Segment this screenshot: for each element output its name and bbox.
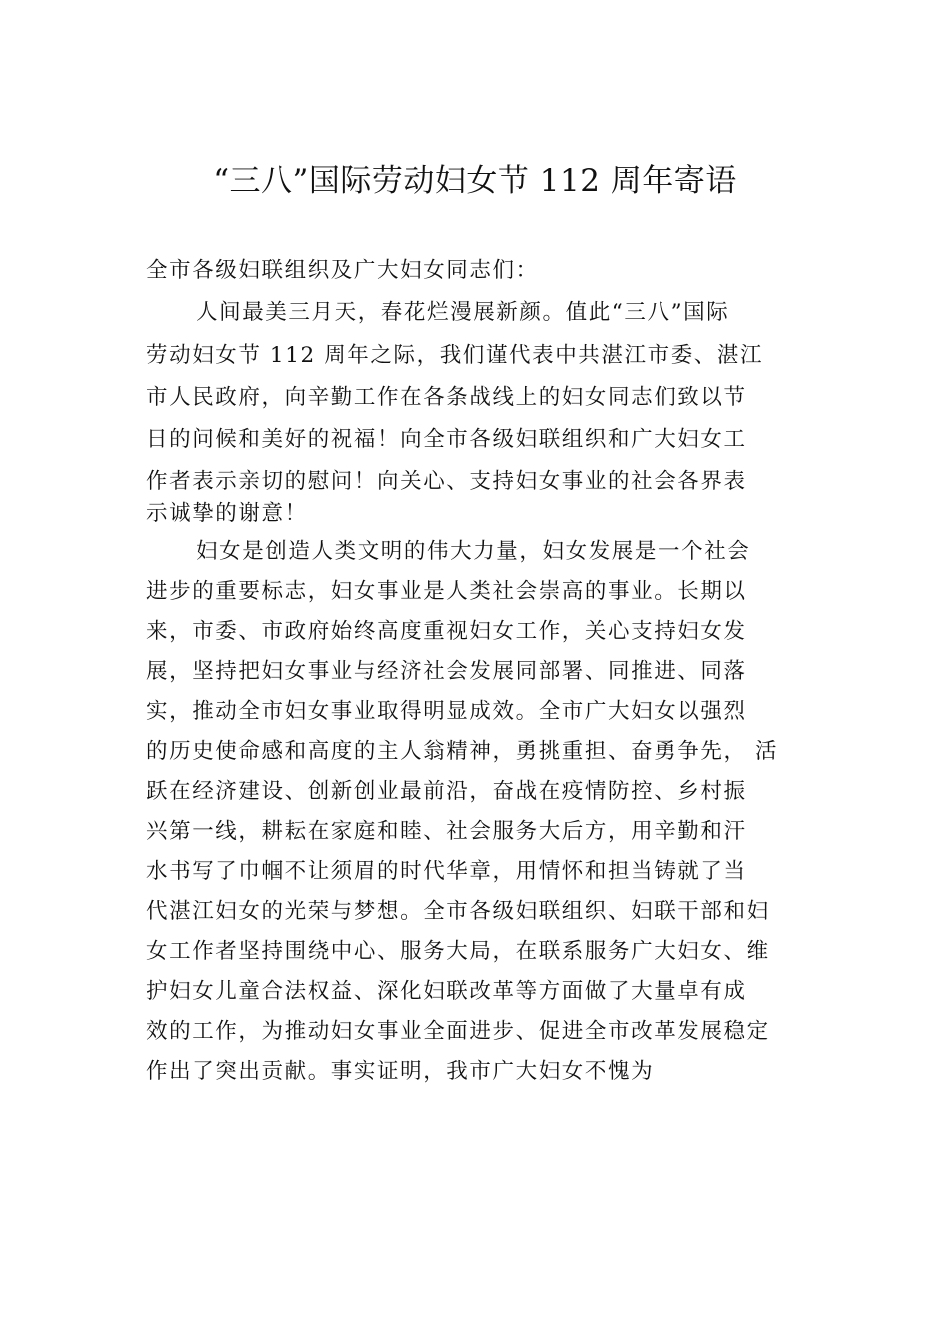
paragraph-2-line-2: 进步的重要标志，妇女事业是人类社会崇高的事业。长期以 — [146, 579, 747, 604]
paragraph-2-line-5: 实，推动全市妇女事业取得明显成效。全市广大妇女以强烈 — [146, 699, 747, 724]
paragraph-2-line-3: 来，市委、市政府始终高度重视妇女工作，关心支持妇女发 — [146, 619, 747, 644]
paragraph-2-line-9: 水书写了巾帼不让须眉的时代华章，用情怀和担当铸就了当 — [146, 859, 747, 884]
paragraph-2-line-10: 代湛江妇女的光荣与梦想。全市各级妇联组织、妇联干部和妇 — [146, 899, 770, 924]
salutation: 全市各级妇联组织及广大妇女同志们： — [146, 258, 539, 283]
paragraph-1-line-4: 日的问候和美好的祝福！向全市各级妇联组织和广大妇女工 — [146, 427, 747, 452]
paragraph-2-line-7: 跃在经济建设、创新创业最前沿，奋战在疫情防控、乡村振 — [146, 779, 747, 804]
paragraph-2-line-14: 作出了突出贡献。事实证明，我市广大妇女不愧为 — [146, 1059, 655, 1084]
paragraph-1-line-3: 市人民政府，向辛勤工作在各条战线上的妇女同志们致以节 — [146, 385, 747, 410]
paragraph-2-line-11: 女工作者坚持围绕中心、服务大局，在联系服务广大妇女、维 — [146, 939, 770, 964]
paragraph-2-line-13: 效的工作，为推动妇女事业全面进步、促进全市改革发展稳定 — [146, 1019, 770, 1044]
paragraph-1-line-5: 作者表示亲切的慰问！向关心、支持妇女事业的社会各界表 — [146, 469, 747, 494]
paragraph-2-line-6: 的历史使命感和高度的主人翁精神，勇挑重担、奋勇争先， 活 — [146, 739, 779, 764]
paragraph-2-line-4: 展，坚持把妇女事业与经济社会发展同部署、同推进、同落 — [146, 659, 747, 684]
paragraph-1-line-1: 人间最美三月天，春花烂漫展新颜。值此“三八”国际 — [196, 300, 730, 325]
paragraph-1-line-6: 示诚挚的谢意！ — [146, 501, 308, 526]
paragraph-2-line-1: 妇女是创造人类文明的伟大力量，妇女发展是一个社会 — [196, 539, 751, 564]
paragraph-2-line-8: 兴第一线，耕耘在家庭和睦、社会服务大后方，用辛勤和汗 — [146, 819, 747, 844]
paragraph-1-line-2: 劳动妇女节 112 周年之际，我们谨代表中共湛江市委、湛江 — [146, 343, 764, 368]
paragraph-2-line-12: 护妇女儿童合法权益、深化妇联改革等方面做了大量卓有成 — [146, 979, 747, 1004]
document-title: “三八”国际劳动妇女节 112 周年寄语 — [213, 163, 737, 199]
